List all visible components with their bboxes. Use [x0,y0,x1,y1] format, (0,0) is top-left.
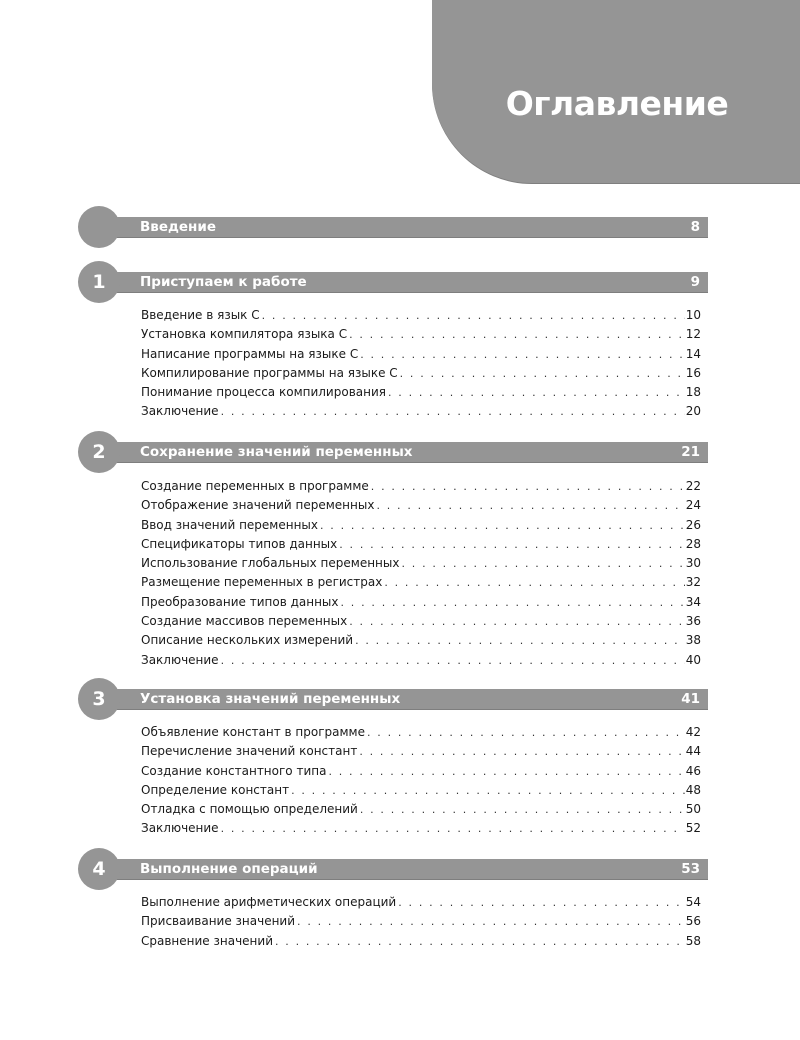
leader-dots [297,912,685,931]
leader-dots [275,932,685,951]
toc-entry[interactable] [141,893,701,912]
entry-label: Заключение [141,652,219,667]
toc-entry[interactable] [141,306,701,325]
entry-label: Создание константного типа [141,763,327,778]
toc-entry[interactable] [141,932,701,951]
toc-entry[interactable] [141,742,701,761]
chapter-title: Выполнение операций [140,861,318,877]
entry-label: Заключение [141,821,219,836]
entry-label: Понимание процесса компилирования [141,385,386,400]
entry-page: 38 [685,633,701,648]
toc-entry[interactable] [141,819,701,838]
entry-label: Объявление констант в программе [141,725,365,739]
leader-dots [359,742,684,761]
entry-label: Размещение переменных в регистрах [141,575,383,590]
toc-entry[interactable] [141,593,701,612]
entry-page: 46 [685,763,701,778]
toc-entry[interactable] [141,402,701,421]
leader-dots [339,535,684,554]
toc-entry[interactable] [141,573,701,592]
entry-page: 48 [685,782,701,797]
leader-dots [221,651,685,670]
leader-dots [291,781,685,800]
chapter-1-entries [141,306,701,422]
toc-entry[interactable] [141,383,701,402]
entry-page: 24 [685,498,701,513]
chapter-3-entries [141,723,701,839]
toc-entry[interactable] [141,631,701,650]
entry-page: 26 [685,517,701,532]
toc-entry[interactable] [141,762,701,781]
leader-dots [398,893,684,912]
entry-page: 32 [685,575,701,590]
entry-label: Сравнение значений [141,933,273,948]
toc-entry[interactable] [141,516,701,535]
leader-dots [262,306,685,325]
entry-label: Отображение значений переменных [141,498,375,513]
entry-page: 40 [685,652,701,667]
header-tab [432,0,800,183]
entry-page: 50 [685,802,701,817]
toc-entry[interactable] [141,496,701,515]
toc-entry[interactable] [141,364,701,383]
entry-page: 56 [685,914,701,929]
leader-dots [367,723,685,742]
toc-entry[interactable] [141,554,701,573]
chapter-number: 2 [78,431,120,473]
entry-page: 30 [685,556,701,571]
entry-label: Преобразование типов данных [141,594,339,609]
leader-dots [320,516,685,535]
entry-label: Перечисление значений констант [141,744,358,759]
toc-chapter-4[interactable] [78,848,708,890]
entry-page: 34 [685,594,701,609]
toc-entry[interactable] [141,535,701,554]
entry-label: Описание нескольких измерений [141,633,354,648]
page-title: Оглавление [505,84,729,123]
chapter-circle [78,206,120,248]
leader-dots [384,573,684,592]
chapter-page: 53 [681,861,700,877]
chapter-page: 21 [681,444,700,460]
leader-dots [360,345,685,364]
entry-label: Выполнение арифметических операций [141,895,397,909]
chapter-title: Введение [140,219,216,235]
chapter-4-entries [141,893,701,951]
toc-chapter-1[interactable] [78,261,708,303]
chapter-title: Установка значений переменных [140,691,401,707]
leader-dots [355,631,685,650]
leader-dots [221,402,685,421]
chapter-2-entries [141,477,701,670]
toc-entry[interactable] [141,345,701,364]
leader-dots [341,593,685,612]
toc-entry[interactable] [141,723,701,742]
entry-label: Создание массивов переменных [141,614,348,629]
toc-entry[interactable] [141,612,701,631]
entry-label: Написание программы на языке С [141,346,359,361]
entry-page: 18 [685,385,701,400]
toc-intro[interactable] [78,206,708,248]
toc-chapter-2[interactable] [78,431,708,473]
toc-chapter-3[interactable] [78,678,708,720]
entry-page: 10 [685,308,701,322]
entry-page: 44 [685,744,701,759]
entry-label: Присваивание значений [141,914,296,929]
toc-entry[interactable] [141,912,701,931]
entry-page: 12 [685,327,701,342]
entry-label: Установка компилятора языка С [141,327,348,342]
leader-dots [400,364,685,383]
leader-dots [221,819,685,838]
chapter-number: 3 [78,678,120,720]
chapter-title: Сохранение значений переменных [140,444,413,460]
leader-dots [349,612,684,631]
entry-label: Отладка с помощью определений [141,802,358,817]
entry-label: Компилирование программы на языке С [141,365,398,380]
leader-dots [401,554,684,573]
entry-page: 58 [685,933,701,948]
entry-label: Введение в язык С [141,308,260,322]
entry-page: 28 [685,536,701,551]
entry-label: Спецификаторы типов данных [141,536,338,551]
chapter-title: Приступаем к работе [140,274,307,290]
entry-page: 42 [685,725,701,739]
entry-page: 14 [685,346,701,361]
entry-label: Ввод значений переменных [141,517,318,532]
chapter-page: 9 [690,274,700,290]
leader-dots [371,477,685,496]
leader-dots [360,800,685,819]
chapter-number: 1 [78,261,120,303]
chapter-number: 4 [78,848,120,890]
chapter-page: 41 [681,691,700,707]
leader-dots [388,383,685,402]
toc-entry[interactable] [141,477,701,496]
entry-label: Определение констант [141,782,290,797]
toc-entry[interactable] [141,800,701,819]
entry-page: 20 [685,404,701,419]
chapter-page: 8 [690,219,700,235]
entry-page: 36 [685,614,701,629]
entry-page: 54 [685,895,701,909]
entry-label: Использование глобальных переменных [141,556,400,571]
leader-dots [328,762,684,781]
entry-page: 16 [685,365,701,380]
entry-page: 52 [685,821,701,836]
entry-label: Заключение [141,404,219,419]
toc-entry[interactable] [141,651,701,670]
entry-label: Создание переменных в программе [141,479,369,493]
leader-dots [376,496,684,515]
entry-page: 22 [685,479,701,493]
leader-dots [349,325,685,344]
toc-entry[interactable] [141,325,701,344]
toc-entry[interactable] [141,781,701,800]
